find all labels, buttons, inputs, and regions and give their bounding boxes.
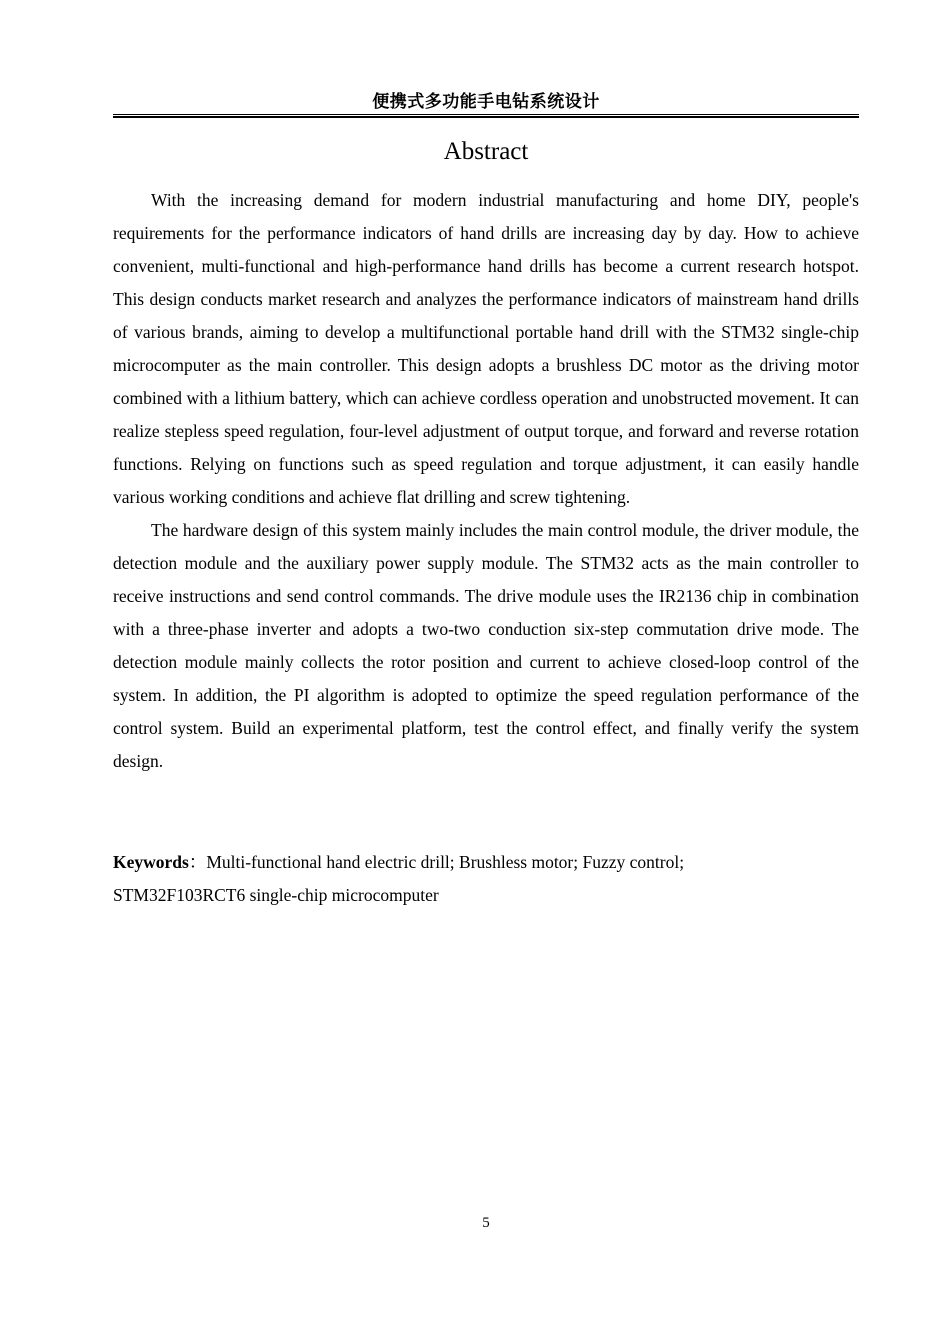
keywords-separator: ： (188, 852, 207, 872)
keywords-label: Keywords (113, 852, 189, 872)
running-header-title: 便携式多功能手电钻系统设计 (372, 92, 600, 112)
keywords-section (113, 846, 859, 912)
header-rule-thick (113, 116, 859, 118)
abstract-body (113, 184, 859, 778)
abstract-paragraph-2: The hardware design of this system mainly includes the main control module, the driver module, the detection module and the auxiliary power supply module. The STM32 acts as the main controller to receive instructions and send control commands. The drive module uses the IR2136 chip in combination with a three-phase inverter and adopts a two-two conduction six-step commutation drive mode. The detection module mainly collects the rotor position and current to achieve closed-loop control of the system. In addition, the PI algorithm is adopted to optimize the speed regulation performance of the control system. Build an experimental platform, test the control effect, and finally verify the system design. (113, 520, 859, 771)
page-number: 5 (482, 1215, 490, 1231)
abstract-paragraph-1: With the increasing demand for modern industrial manufacturing and home DIY, people's requirements for the performance indicators of hand drills are increasing day by day. How to achieve convenient, multi-functional and high-performance hand drills has become a current research hotspot. This design conducts market research and analyzes the performance indicators of mainstream hand drills of various brands, aiming to develop a multifunctional portable hand drill with the STM32 single-chip microcomputer as the main controller. This design adopts a brushless DC motor as the driving motor combined with a lithium battery, which can achieve cordless operation and unobstructed movement. It can realize stepless speed regulation, four-level adjustment of output torque, and forward and reverse rotation functions. Relying on functions such as speed regulation and torque adjustment, it can easily handle various working conditions and achieve flat drilling and screw tightening. (113, 190, 859, 507)
keywords-line-2: STM32F103RCT6 single-chip microcomputer (113, 885, 439, 905)
keywords-line-1: Multi-functional hand electric drill; Brushless motor; Fuzzy control; (206, 852, 685, 872)
header-rule-thin (113, 114, 859, 115)
abstract-title: Abstract (443, 138, 529, 165)
